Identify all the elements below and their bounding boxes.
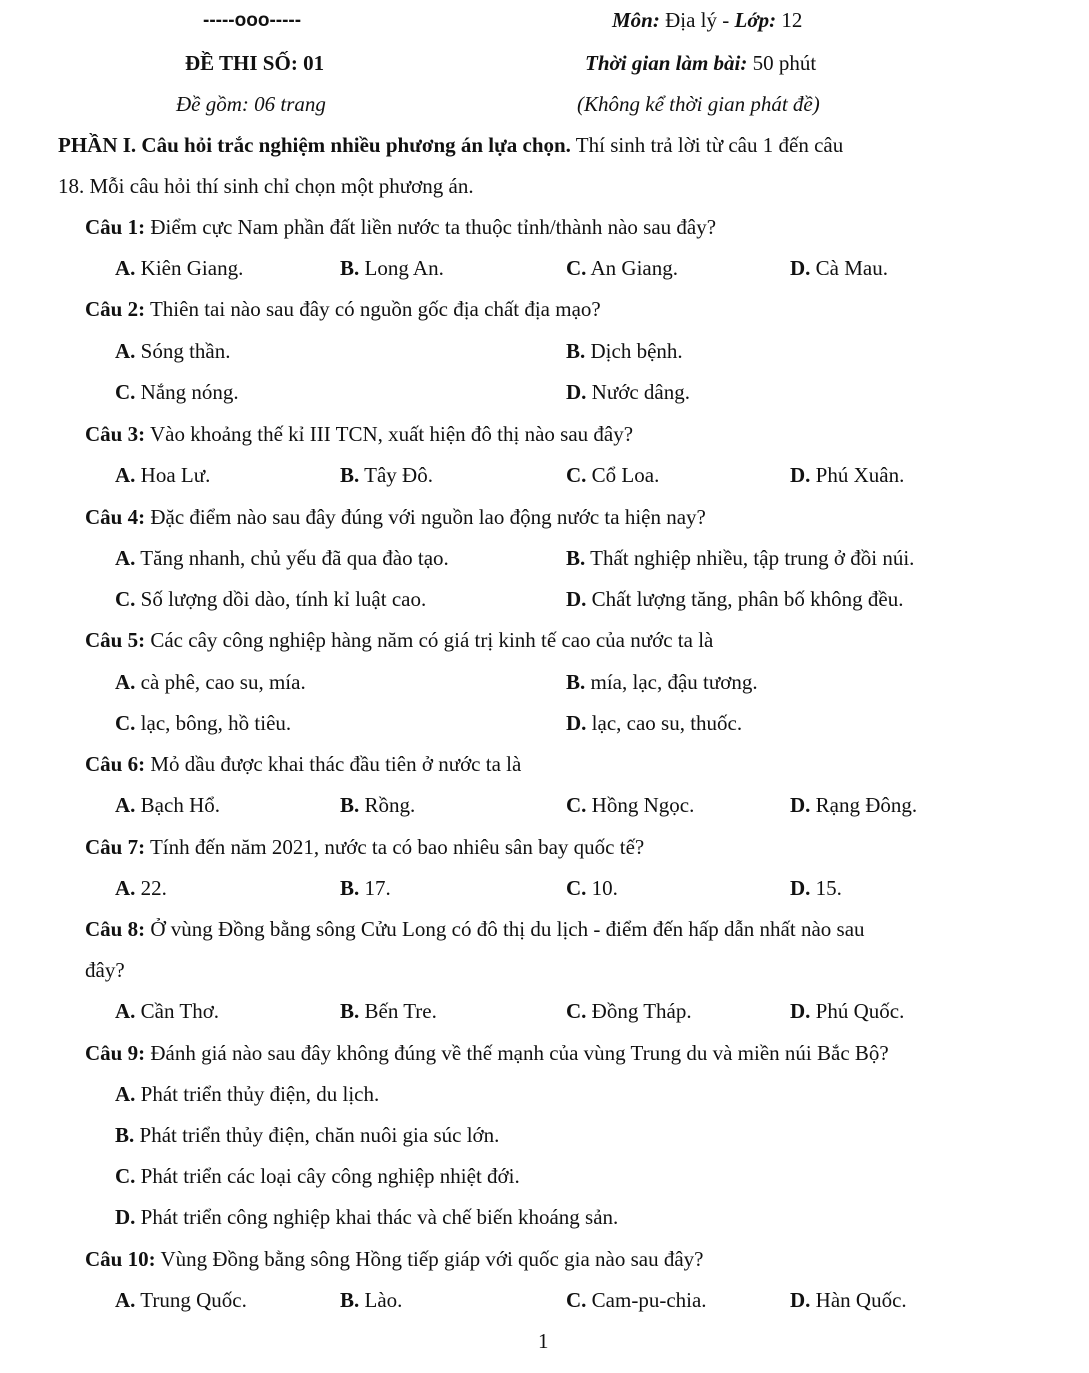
option-a: A. Sóng thần.	[115, 339, 231, 363]
time-value: 50 phút	[747, 51, 817, 75]
option-c: C. Số lượng dồi dào, tính kỉ luật cao.	[115, 587, 427, 611]
option-c: C. 10.	[566, 876, 618, 900]
question-label: Câu 1:	[85, 215, 146, 239]
option-a: A. Kiên Giang.	[115, 256, 244, 280]
option-c: C. Đồng Tháp.	[566, 999, 692, 1023]
question-label: Câu 5:	[85, 628, 146, 652]
option-a: A. cà phê, cao su, mía.	[115, 670, 306, 694]
pages-note: Đề gồm: 06 trang	[176, 92, 326, 116]
part-instruction: Thí sinh trả lời từ câu 1 đến câu	[570, 133, 844, 157]
option-b: B. mía, lạc, đậu tương.	[566, 670, 758, 694]
question-label: Câu 6:	[85, 752, 146, 776]
option-a: A. Tăng nhanh, chủ yếu đã qua đào tạo.	[115, 546, 449, 570]
option-b: B. Lào.	[340, 1288, 403, 1312]
question-text: Các cây công nghiệp hàng năm có giá trị kinh tế cao của nước ta là	[145, 628, 714, 652]
part-title: PHẦN I. Câu hỏi trắc nghiệm nhiều phương án lựa chọn.	[58, 133, 571, 157]
option-c: C. Cổ Loa.	[566, 463, 660, 487]
option-b: B. Bến Tre.	[340, 999, 437, 1023]
part-instruction-cont: 18. Mỗi câu hỏi thí sinh chỉ chọn một phương án.	[58, 174, 474, 198]
subject-label: Môn:	[612, 8, 660, 32]
subject-line	[612, 10, 802, 31]
option-d: D. Hàn Quốc.	[790, 1288, 907, 1312]
option-a: A. Trung Quốc.	[115, 1288, 247, 1312]
option-b: B. 17.	[340, 876, 391, 900]
option-d: D. Rạng Đông.	[790, 793, 918, 817]
question-text-cont: đây?	[85, 958, 125, 982]
question-text: Đánh giá nào sau đây không đúng về thế mạnh của vùng Trung du và miền núi Bắc Bộ?	[145, 1041, 889, 1065]
option-b: B. Tây Đô.	[340, 463, 433, 487]
subject-value: Địa lý -	[659, 8, 735, 32]
question-7	[85, 837, 644, 858]
option-c: C. Phát triển các loại cây công nghiệp nhiệt đới.	[115, 1164, 520, 1188]
question-text: Thiên tai nào sau đây có nguồn gốc địa chất địa mạo?	[145, 297, 601, 321]
header-divider-text: -----ooo-----	[203, 10, 302, 31]
question-text: Vùng Đồng bằng sông Hồng tiếp giáp với quốc gia nào sau đây?	[155, 1247, 704, 1271]
option-d: D. 15.	[790, 876, 842, 900]
time-line	[585, 53, 816, 74]
option-d: D. lạc, cao su, thuốc.	[566, 711, 743, 735]
option-b: B. Long An.	[340, 256, 444, 280]
question-label: Câu 7:	[85, 835, 146, 859]
question-1	[85, 217, 716, 238]
option-c: C. Hồng Ngọc.	[566, 793, 695, 817]
page-number: 1	[538, 1329, 549, 1353]
option-b: B. Rồng.	[340, 793, 416, 817]
question-3	[85, 424, 633, 445]
option-a: A. Cần Thơ.	[115, 999, 220, 1023]
question-6	[85, 754, 521, 775]
option-c: C. Cam-pu-chia.	[566, 1288, 707, 1312]
exam-code: ĐỀ THI SỐ: 01	[185, 51, 325, 75]
option-d: D. Phát triển công nghiệp khai thác và chế biến khoáng sản.	[115, 1205, 619, 1229]
question-label: Câu 4:	[85, 505, 146, 529]
option-d: D. Phú Xuân.	[790, 463, 905, 487]
question-text: Vào khoảng thế kỉ III TCN, xuất hiện đô thị nào sau đây?	[145, 422, 634, 446]
question-text: Đặc điểm nào sau đây đúng với nguồn lao động nước ta hiện nay?	[145, 505, 706, 529]
question-text: Ở vùng Đồng bằng sông Cửu Long có đô thị du lịch - điểm đến hấp dẫn nhất nào sau	[145, 917, 865, 941]
option-b: B. Thất nghiệp nhiều, tập trung ở đồi núi.	[566, 546, 915, 570]
question-9	[85, 1043, 889, 1064]
option-a: A. Bạch Hổ.	[115, 793, 220, 817]
option-d: D. Phú Quốc.	[790, 999, 905, 1023]
question-2	[85, 299, 601, 320]
question-text: Mỏ dầu được khai thác đầu tiên ở nước ta là	[145, 752, 522, 776]
option-b: B. Dịch bệnh.	[566, 339, 683, 363]
question-label: Câu 9:	[85, 1041, 146, 1065]
part-title-line	[58, 135, 843, 156]
question-label: Câu 8:	[85, 917, 146, 941]
option-a: A. 22.	[115, 876, 167, 900]
grade-value: 12	[776, 8, 803, 32]
option-d: D. Nước dâng.	[566, 380, 690, 404]
option-b: B. Phát triển thủy điện, chăn nuôi gia súc lớn.	[115, 1123, 500, 1147]
question-10	[85, 1249, 703, 1270]
option-a: A. Phát triển thủy điện, du lịch.	[115, 1082, 380, 1106]
question-4	[85, 507, 706, 528]
option-c: C. Nắng nóng.	[115, 380, 239, 404]
question-text: Tính đến năm 2021, nước ta có bao nhiêu sân bay quốc tế?	[145, 835, 645, 859]
question-text: Điểm cực Nam phần đất liền nước ta thuộc tỉnh/thành nào sau đây?	[145, 215, 717, 239]
question-label: Câu 3:	[85, 422, 146, 446]
question-label: Câu 10:	[85, 1247, 156, 1271]
option-d: D. Cà Mau.	[790, 256, 888, 280]
question-label: Câu 2:	[85, 297, 146, 321]
time-label: Thời gian làm bài:	[585, 51, 748, 75]
option-a: A. Hoa Lư.	[115, 463, 211, 487]
grade-label: Lớp:	[734, 8, 777, 32]
time-note: (Không kể thời gian phát đề)	[577, 92, 820, 116]
question-5	[85, 630, 713, 651]
option-d: D. Chất lượng tăng, phân bố không đều.	[566, 587, 904, 611]
question-8	[85, 919, 865, 940]
option-c: C. An Giang.	[566, 256, 678, 280]
option-c: C. lạc, bông, hồ tiêu.	[115, 711, 292, 735]
